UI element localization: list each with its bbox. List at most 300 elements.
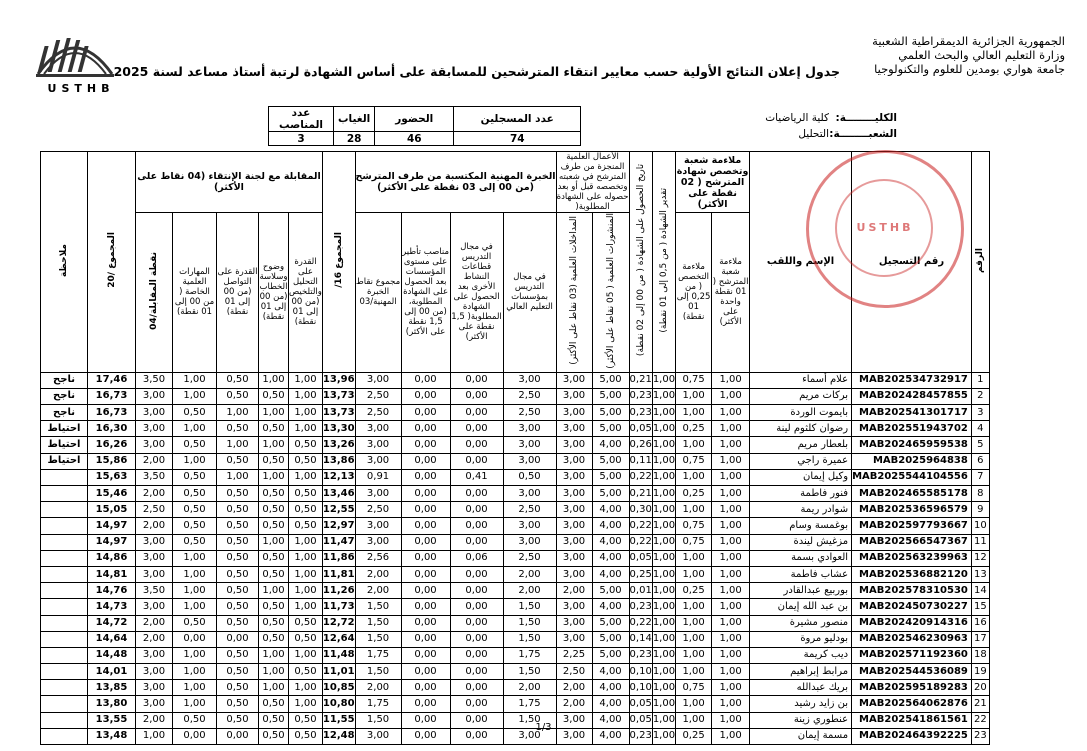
cell-int3: 0,50 — [217, 680, 259, 696]
table-row — [41, 647, 990, 663]
cell-int3: 0,50 — [217, 615, 259, 631]
cell-exp2: 0,00 — [450, 388, 503, 404]
cell-exp-total: 1,50 — [355, 664, 401, 680]
cell-fit-branch: 1,00 — [712, 502, 750, 518]
table-row — [41, 437, 990, 453]
cell-exp3: 0,00 — [401, 680, 450, 696]
cell-id: MAB202541861561 — [852, 712, 972, 728]
cell-exp3: 0,00 — [401, 437, 450, 453]
cell-exp-total: 3,00 — [355, 372, 401, 388]
cell-exp-total: 3,00 — [355, 437, 401, 453]
cell-fit-spec: 0,75 — [676, 372, 712, 388]
cell-pub: 4,00 — [592, 712, 629, 728]
cell-int-total: 3,00 — [136, 437, 173, 453]
col-int4: المهارات العلمية الخاصة ( من 00 إلى 01 نقطة) — [173, 213, 217, 373]
stats-header-present: الحضور — [375, 107, 454, 132]
col-total16: المجموع 16/ — [322, 152, 355, 373]
cell-exp-total: 3,00 — [355, 486, 401, 502]
cell-num: 21 — [971, 696, 989, 712]
cell-int3: 0,00 — [217, 728, 259, 744]
cell-id: MAB2025544104556 — [852, 469, 972, 485]
cell-num: 9 — [971, 502, 989, 518]
col-fit-spec: ملاءمة التخصص ( من 0,25 إلى 01 نقطة) — [676, 213, 712, 373]
cell-fit-branch: 1,00 — [712, 599, 750, 615]
cell-num: 17 — [971, 631, 989, 647]
cell-int4: 1,00 — [173, 566, 217, 582]
cell-exp-total: 3,00 — [355, 534, 401, 550]
cell-total20: 16,73 — [88, 388, 136, 404]
table-row — [41, 453, 990, 469]
cell-exp1: 1,50 — [503, 631, 556, 647]
cell-exp1: 1,50 — [503, 664, 556, 680]
cell-id: MAB202595189283 — [852, 680, 972, 696]
cell-num: 2 — [971, 388, 989, 404]
cell-exp2: 0,00 — [450, 696, 503, 712]
cell-int2: 0,50 — [259, 486, 289, 502]
col-remark: ملاحظة — [41, 152, 88, 373]
cell-int-total: 2,00 — [136, 453, 173, 469]
cell-pub: 4,00 — [592, 550, 629, 566]
cell-pub: 4,00 — [592, 680, 629, 696]
cell-int1: 1,00 — [289, 372, 323, 388]
page-number: 1/3 — [535, 722, 552, 733]
cell-name: ديب كريمة — [750, 647, 852, 663]
cell-exp3: 0,00 — [401, 518, 450, 534]
cell-name: عنطوري زينة — [750, 712, 852, 728]
cell-exp2: 0,00 — [450, 421, 503, 437]
cell-pub: 4,00 — [592, 599, 629, 615]
ministry-header — [872, 34, 1065, 76]
cell-exp-total: 2,50 — [355, 388, 401, 404]
cell-exp1: 1,75 — [503, 647, 556, 663]
cell-int4: 0,50 — [173, 486, 217, 502]
table-row — [41, 566, 990, 582]
cell-int3: 1,00 — [217, 405, 259, 421]
cell-fit-branch: 1,00 — [712, 486, 750, 502]
cell-num: 6 — [971, 453, 989, 469]
cell-int-total: 2,00 — [136, 518, 173, 534]
cell-num: 8 — [971, 486, 989, 502]
cell-exp3: 0,00 — [401, 502, 450, 518]
cell-int1: 0,50 — [289, 437, 323, 453]
cell-int2: 1,00 — [259, 405, 289, 421]
cell-exp3: 0,00 — [401, 712, 450, 728]
cell-exp1: 1,75 — [503, 696, 556, 712]
cell-pub: 5,00 — [592, 453, 629, 469]
cell-int3: 0,50 — [217, 486, 259, 502]
cell-int2: 1,00 — [259, 680, 289, 696]
cell-exp2: 0,00 — [450, 486, 503, 502]
cell-int2: 1,00 — [259, 583, 289, 599]
cell-id: MAB202465959538 — [852, 437, 972, 453]
cell-fit-branch: 1,00 — [712, 712, 750, 728]
col-int1: القدرة على التحليل والتلخيص (من 00 إلى 01 نقطة) — [289, 213, 323, 373]
cell-date: 0,05 — [629, 696, 652, 712]
cell-name: علام أسماء — [750, 372, 852, 388]
cell-exp3: 0,00 — [401, 421, 450, 437]
cell-int4: 1,00 — [173, 372, 217, 388]
cell-int4: 0,50 — [173, 405, 217, 421]
cell-int-total: 3,00 — [136, 550, 173, 566]
cell-total16: 11,47 — [322, 534, 355, 550]
results-table — [40, 151, 990, 745]
cell-remark — [41, 518, 88, 534]
cell-fit-branch: 1,00 — [712, 696, 750, 712]
cell-id: MAB202465585178 — [852, 486, 972, 502]
cell-comm: 3,00 — [556, 372, 592, 388]
cell-fit-branch: 1,00 — [712, 421, 750, 437]
cell-total16: 10,80 — [322, 696, 355, 712]
cell-comm: 3,00 — [556, 405, 592, 421]
col-fit-branch: ملاءمة شعبة المترشح ( 01 نقطة واحدة على الأكثر) — [712, 213, 750, 373]
cell-pub: 5,00 — [592, 372, 629, 388]
cell-num: 4 — [971, 421, 989, 437]
col-int2: وضوح وسلاسة الخطاب (من 00 إلى 01 نقطة) — [259, 213, 289, 373]
cell-exp3: 0,00 — [401, 664, 450, 680]
cell-exp1: 3,00 — [503, 518, 556, 534]
cell-pub: 5,00 — [592, 583, 629, 599]
cell-pub: 4,00 — [592, 518, 629, 534]
cell-num: 3 — [971, 405, 989, 421]
cell-total20: 17,46 — [88, 372, 136, 388]
table-row — [41, 469, 990, 485]
cell-date: 0,05 — [629, 421, 652, 437]
cell-grade: 1,00 — [652, 680, 675, 696]
cell-exp1: 3,00 — [503, 534, 556, 550]
cell-exp2: 0,00 — [450, 566, 503, 582]
cell-grade: 1,00 — [652, 712, 675, 728]
cell-total16: 11,01 — [322, 664, 355, 680]
col-sci-group: الأعمال العلمية المنجزة من طرف المترشح في شعبته وتخصصه قبل أو بعد حصوله على الشهادة المطلوبة( — [556, 152, 629, 212]
cell-fit-branch: 1,00 — [712, 631, 750, 647]
cell-pub: 4,00 — [592, 664, 629, 680]
cell-comm: 3,00 — [556, 437, 592, 453]
cell-date: 0,23 — [629, 388, 652, 404]
cell-exp3: 0,00 — [401, 453, 450, 469]
cell-int3: 1,00 — [217, 437, 259, 453]
cell-int1: 0,50 — [289, 728, 323, 744]
cell-remark — [41, 615, 88, 631]
cell-id: MAB202564062876 — [852, 696, 972, 712]
cell-comm: 2,50 — [556, 664, 592, 680]
cell-exp1: 2,50 — [503, 388, 556, 404]
results-table-head — [41, 152, 990, 373]
cell-name: مسمة إيمان — [750, 728, 852, 744]
cell-fit-spec: 0,25 — [676, 583, 712, 599]
official-stamp: USTHB — [806, 150, 964, 308]
cell-name: عشاب فاطمة — [750, 566, 852, 582]
cell-total16: 11,73 — [322, 599, 355, 615]
cell-grade: 1,00 — [652, 599, 675, 615]
cell-int2: 0,50 — [259, 502, 289, 518]
cell-int4: 0,50 — [173, 712, 217, 728]
cell-remark — [41, 534, 88, 550]
table-row — [41, 664, 990, 680]
cell-fit-spec: 0,25 — [676, 421, 712, 437]
faculty-info — [749, 110, 897, 142]
cell-name: عميرة راجي — [750, 453, 852, 469]
cell-id: MAB202544536089 — [852, 664, 972, 680]
cell-exp1: 2,50 — [503, 550, 556, 566]
cell-fit-spec: 1,00 — [676, 388, 712, 404]
cell-exp-total: 2,00 — [355, 566, 401, 582]
cell-total16: 11,55 — [322, 712, 355, 728]
cell-total16: 10,85 — [322, 680, 355, 696]
cell-exp1: 3,00 — [503, 421, 556, 437]
cell-remark — [41, 583, 88, 599]
table-row — [41, 372, 990, 388]
cell-exp-total: 1,50 — [355, 615, 401, 631]
cell-name: فنور فاطمة — [750, 486, 852, 502]
cell-id: MAB202536596579 — [852, 502, 972, 518]
cell-total16: 13,26 — [322, 437, 355, 453]
cell-total16: 13,46 — [322, 486, 355, 502]
cell-exp2: 0,00 — [450, 372, 503, 388]
cell-exp1: 2,00 — [503, 566, 556, 582]
cell-int-total: 3,00 — [136, 599, 173, 615]
cell-total16: 12,72 — [322, 615, 355, 631]
cell-grade: 1,00 — [652, 664, 675, 680]
cell-remark — [41, 664, 88, 680]
cell-int-total: 2,00 — [136, 486, 173, 502]
cell-int3: 0,50 — [217, 566, 259, 582]
cell-id: MAB202420914316 — [852, 615, 972, 631]
cell-int3: 0,50 — [217, 518, 259, 534]
cell-date: 0,22 — [629, 469, 652, 485]
cell-int-total: 3,00 — [136, 680, 173, 696]
cell-date: 0,10 — [629, 680, 652, 696]
cell-name: بلعطار مريم — [750, 437, 852, 453]
cell-exp3: 0,00 — [401, 615, 450, 631]
cell-exp2: 0,00 — [450, 599, 503, 615]
cell-exp-total: 1,50 — [355, 599, 401, 615]
cell-int3: 0,50 — [217, 696, 259, 712]
cell-pub: 5,00 — [592, 486, 629, 502]
cell-int-total: 3,00 — [136, 421, 173, 437]
republic-line: الجمهورية الجزائرية الديمقراطية الشعبية — [872, 34, 1065, 48]
cell-int2: 1,00 — [259, 469, 289, 485]
cell-date: 0,23 — [629, 728, 652, 744]
cell-remark — [41, 647, 88, 663]
cell-grade: 1,00 — [652, 453, 675, 469]
cell-comm: 3,00 — [556, 615, 592, 631]
cell-name: رضوان كلثوم لينة — [750, 421, 852, 437]
cell-int4: 0,50 — [173, 534, 217, 550]
cell-comm: 2,00 — [556, 696, 592, 712]
cell-exp3: 0,00 — [401, 372, 450, 388]
cell-date: 0,23 — [629, 405, 652, 421]
cell-int3: 0,50 — [217, 550, 259, 566]
cell-fit-spec: 1,00 — [676, 696, 712, 712]
cell-pub: 4,00 — [592, 566, 629, 582]
cell-total20: 16,26 — [88, 437, 136, 453]
col-int-total: نقطة المقابلة/04 — [136, 213, 173, 373]
cell-fit-branch: 1,00 — [712, 372, 750, 388]
cell-total20: 14,81 — [88, 566, 136, 582]
cell-int1: 1,00 — [289, 388, 323, 404]
cell-num: 16 — [971, 615, 989, 631]
col-id: رقم التسجيل — [852, 152, 972, 373]
cell-grade: 1,00 — [652, 534, 675, 550]
cell-remark — [41, 502, 88, 518]
cell-fit-branch: 1,00 — [712, 405, 750, 421]
cell-remark — [41, 469, 88, 485]
cell-exp1: 2,50 — [503, 405, 556, 421]
col-exp2: في مجال التدريس قطاعات النشاط الأخرى بعد الحصول على الشهادة المطلوبة( 1,5 نقطة على الأكثر) — [450, 213, 503, 373]
cell-int4: 1,00 — [173, 388, 217, 404]
cell-exp-total: 2,00 — [355, 583, 401, 599]
cell-grade: 1,00 — [652, 421, 675, 437]
ministry-line: وزارة التعليم العالي والبحث العلمي — [898, 48, 1065, 62]
cell-total20: 15,46 — [88, 486, 136, 502]
cell-int2: 0,50 — [259, 518, 289, 534]
cell-exp-total: 2,50 — [355, 502, 401, 518]
col-exp-total: مجموع نقاط الخبرة المهنية/03 — [355, 213, 401, 373]
cell-int4: 1,00 — [173, 421, 217, 437]
cell-int2: 1,00 — [259, 534, 289, 550]
stats-header-absent: الغياب — [334, 107, 375, 132]
cell-comm: 3,00 — [556, 631, 592, 647]
cell-int2: 1,00 — [259, 437, 289, 453]
cell-name: بركات مريم — [750, 388, 852, 404]
university-line: جامعة هواري بومدين للعلوم والتكنولوجيا — [874, 62, 1065, 76]
cell-exp3: 0,00 — [401, 583, 450, 599]
cell-comm: 3,00 — [556, 518, 592, 534]
cell-id: MAB202534732917 — [852, 372, 972, 388]
cell-int4: 1,00 — [173, 599, 217, 615]
cell-fit-branch: 1,00 — [712, 680, 750, 696]
cell-int-total: 2,00 — [136, 615, 173, 631]
stats-absent: 28 — [334, 132, 375, 146]
stats-header-positions: عدد المناصب — [269, 107, 334, 132]
cell-num: 5 — [971, 437, 989, 453]
cell-date: 0,01 — [629, 583, 652, 599]
cell-pub: 4,00 — [592, 534, 629, 550]
cell-exp2: 0,00 — [450, 534, 503, 550]
cell-date: 0,22 — [629, 615, 652, 631]
table-row — [41, 550, 990, 566]
cell-num: 20 — [971, 680, 989, 696]
cell-num: 15 — [971, 599, 989, 615]
cell-total20: 14,72 — [88, 615, 136, 631]
cell-date: 0,21 — [629, 486, 652, 502]
cell-exp-total: 1,75 — [355, 647, 401, 663]
cell-exp3: 0,00 — [401, 469, 450, 485]
cell-int-total: 3,00 — [136, 566, 173, 582]
cell-exp1: 3,00 — [503, 728, 556, 744]
cell-exp3: 0,00 — [401, 388, 450, 404]
cell-num: 19 — [971, 664, 989, 680]
col-name: الإسم واللقب — [750, 152, 852, 373]
cell-exp-total: 0,91 — [355, 469, 401, 485]
cell-name: بن عبد الله إيمان — [750, 599, 852, 615]
cell-int2: 0,50 — [259, 728, 289, 744]
cell-remark: احتياط — [41, 421, 88, 437]
cell-int1: 0,50 — [289, 453, 323, 469]
cell-comm: 3,00 — [556, 566, 592, 582]
cell-exp-total: 2,00 — [355, 680, 401, 696]
cell-int4: 0,50 — [173, 518, 217, 534]
cell-int2: 0,50 — [259, 631, 289, 647]
cell-grade: 1,00 — [652, 550, 675, 566]
cell-int1: 1,00 — [289, 469, 323, 485]
cell-num: 13 — [971, 566, 989, 582]
cell-fit-spec: 1,00 — [676, 566, 712, 582]
cell-exp-total: 3,00 — [355, 421, 401, 437]
cell-fit-branch: 1,00 — [712, 437, 750, 453]
cell-total20: 14,01 — [88, 664, 136, 680]
cell-total16: 12,97 — [322, 518, 355, 534]
cell-remark — [41, 680, 88, 696]
page-title: جدول إعلان النتائج الأولية حسب معايير انتقاء المترشحين للمسابقة على أساس الشهادة لرتبة أستاذ مساعد لسنة 2025 — [113, 64, 840, 79]
cell-int4: 1,00 — [173, 583, 217, 599]
cell-total20: 13,55 — [88, 712, 136, 728]
cell-exp1: 0,50 — [503, 469, 556, 485]
cell-int-total: 3,50 — [136, 372, 173, 388]
cell-fit-spec: 1,00 — [676, 615, 712, 631]
cell-comm: 3,00 — [556, 453, 592, 469]
cell-grade: 1,00 — [652, 405, 675, 421]
cell-comm: 3,00 — [556, 502, 592, 518]
cell-comm: 3,00 — [556, 728, 592, 744]
col-date: تاريخ الحصول على الشهادة ( من 00 إلى 02 نقطة) — [629, 152, 652, 373]
branch-value: التحليل — [798, 128, 829, 140]
cell-int1: 0,50 — [289, 518, 323, 534]
cell-pub: 4,00 — [592, 437, 629, 453]
cell-total20: 15,63 — [88, 469, 136, 485]
cell-int1: 1,00 — [289, 421, 323, 437]
cell-int1: 1,00 — [289, 696, 323, 712]
cell-int3: 0,50 — [217, 583, 259, 599]
cell-num: 1 — [971, 372, 989, 388]
cell-exp3: 0,00 — [401, 566, 450, 582]
cell-int3: 0,50 — [217, 388, 259, 404]
cell-name: بريك عبدالله — [750, 680, 852, 696]
cell-fit-spec: 0,75 — [676, 518, 712, 534]
cell-fit-branch: 1,00 — [712, 647, 750, 663]
faculty-value: كلية الرياضيات — [765, 112, 829, 124]
cell-total20: 13,80 — [88, 696, 136, 712]
cell-date: 0,10 — [629, 664, 652, 680]
cell-exp-total: 3,00 — [355, 518, 401, 534]
cell-exp3: 0,00 — [401, 486, 450, 502]
cell-fit-spec: 1,00 — [676, 712, 712, 728]
table-row — [41, 518, 990, 534]
cell-remark — [41, 566, 88, 582]
col-exp3: مناصب تأطير على مستوى المؤسسات بعد الحصول على الشهادة المطلوبة، (من 00 إلى 1,5 نقطة على الأكثر) — [401, 213, 450, 373]
cell-id: MAB202450730227 — [852, 599, 972, 615]
table-row — [41, 631, 990, 647]
cell-int4: 1,00 — [173, 664, 217, 680]
faculty-label: الكليــــــــة: — [835, 112, 897, 124]
cell-total16: 12,13 — [322, 469, 355, 485]
cell-num: 10 — [971, 518, 989, 534]
cell-exp3: 0,00 — [401, 599, 450, 615]
cell-int2: 0,50 — [259, 712, 289, 728]
cell-exp3: 0,00 — [401, 647, 450, 663]
cell-name: بن زايد رشيد — [750, 696, 852, 712]
cell-date: 0,14 — [629, 631, 652, 647]
cell-exp2: 0,00 — [450, 502, 503, 518]
col-pub: المنشورات العلمية ( 05 نقاط على الأكثر) — [592, 213, 629, 373]
col-num: الرقم — [971, 152, 989, 373]
cell-total20: 16,73 — [88, 405, 136, 421]
table-row — [41, 599, 990, 615]
cell-int3: 0,00 — [217, 631, 259, 647]
cell-int4: 0,00 — [173, 728, 217, 744]
cell-comm: 3,00 — [556, 421, 592, 437]
cell-date: 0,23 — [629, 599, 652, 615]
